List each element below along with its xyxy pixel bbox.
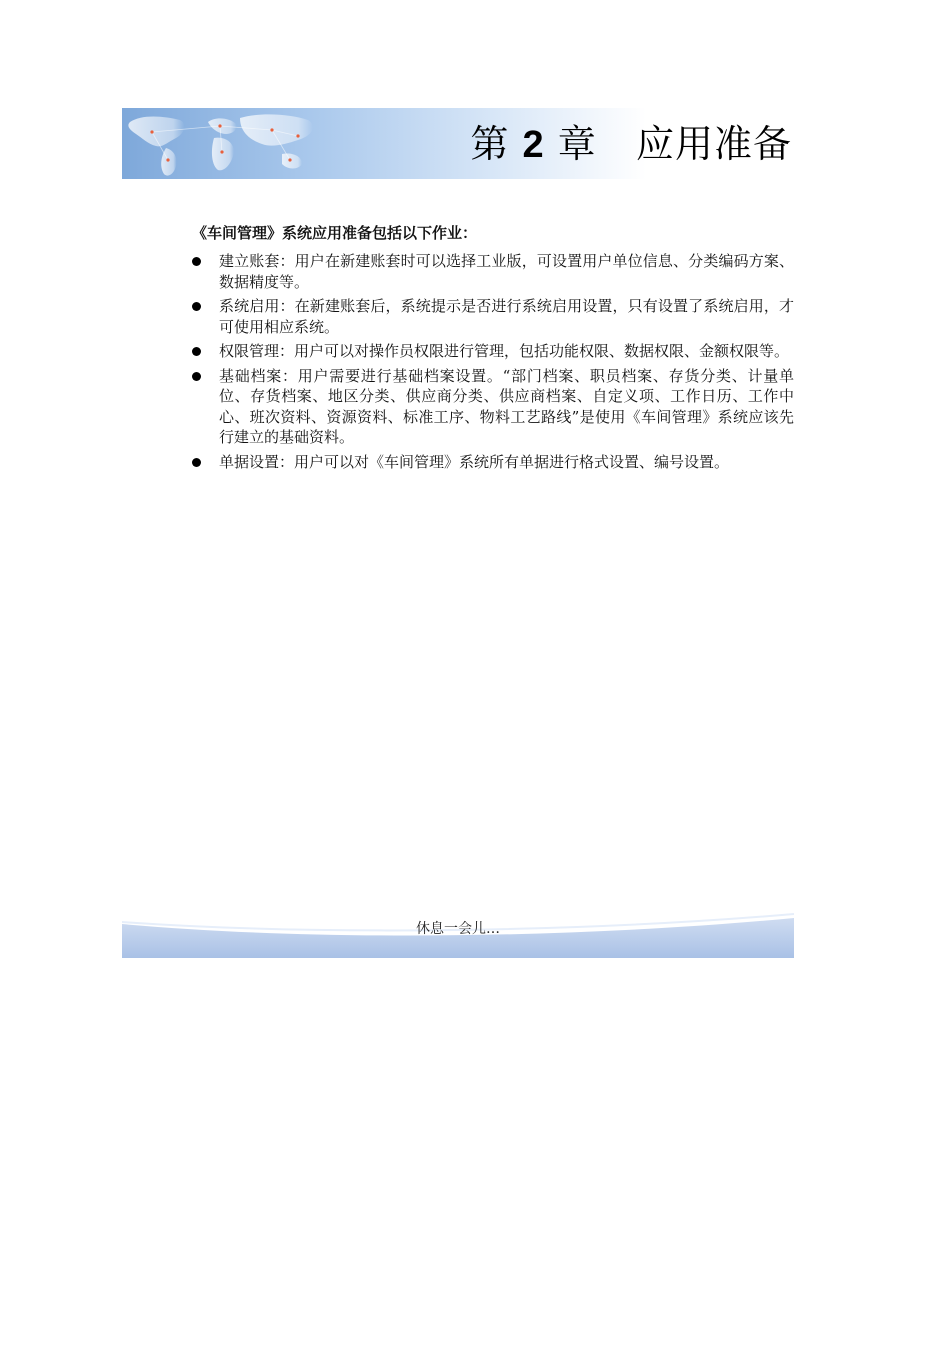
list-item — [192, 251, 794, 292]
list-item-text: 基础档案：用户需要进行基础档案设置。“部门档案、职员档案、存货分类、计量单位、存货档案、地区分类、供应商分类、供应商档案、自定义项、工作日历、工作中心、班次资料、资源资料、标准工序、物料工艺路线”是使用《车间管理》系统应该先行建立的基础资料。 — [219, 366, 794, 446]
footer-text: 休息一会儿… — [416, 921, 500, 937]
chapter-number: 2 — [522, 124, 545, 166]
chapter-name: 应用准备 — [635, 122, 792, 166]
world-map-graphic — [122, 108, 422, 179]
list-item — [192, 366, 794, 448]
list-item-text: 单据设置：用户可以对《车间管理》系统所有单据进行格式设置、编号设置。 — [219, 452, 730, 471]
bullet-icon — [192, 257, 201, 266]
bullet-list — [192, 251, 794, 472]
list-item-text: 建立账套：用户在新建账套时可以选择工业版，可设置用户单位信息、分类编码方案、数据精度等。 — [219, 252, 794, 291]
chapter-banner — [122, 108, 794, 179]
intro-heading: 《车间管理》系统应用准备包括以下作业： — [192, 224, 478, 242]
list-item-text: 系统启用：在新建账套后，系统提示是否进行系统启用设置，只有设置了系统启用，才可使用相应系统。 — [219, 297, 794, 336]
bullet-icon — [192, 458, 201, 467]
chapter-title — [470, 120, 792, 169]
chapter-prefix: 第 — [470, 122, 510, 166]
list-item — [192, 452, 794, 473]
list-item — [192, 296, 794, 337]
bullet-icon — [192, 302, 201, 311]
bullet-icon — [192, 347, 201, 356]
list-item — [192, 341, 794, 362]
list-item-text: 权限管理：用户可以对操作员权限进行管理，包括功能权限、数据权限、金额权限等。 — [219, 342, 790, 360]
footer-band — [122, 912, 794, 958]
chapter-content — [192, 223, 794, 476]
bullet-icon — [192, 372, 201, 381]
chapter-suffix: 章 — [557, 122, 597, 166]
